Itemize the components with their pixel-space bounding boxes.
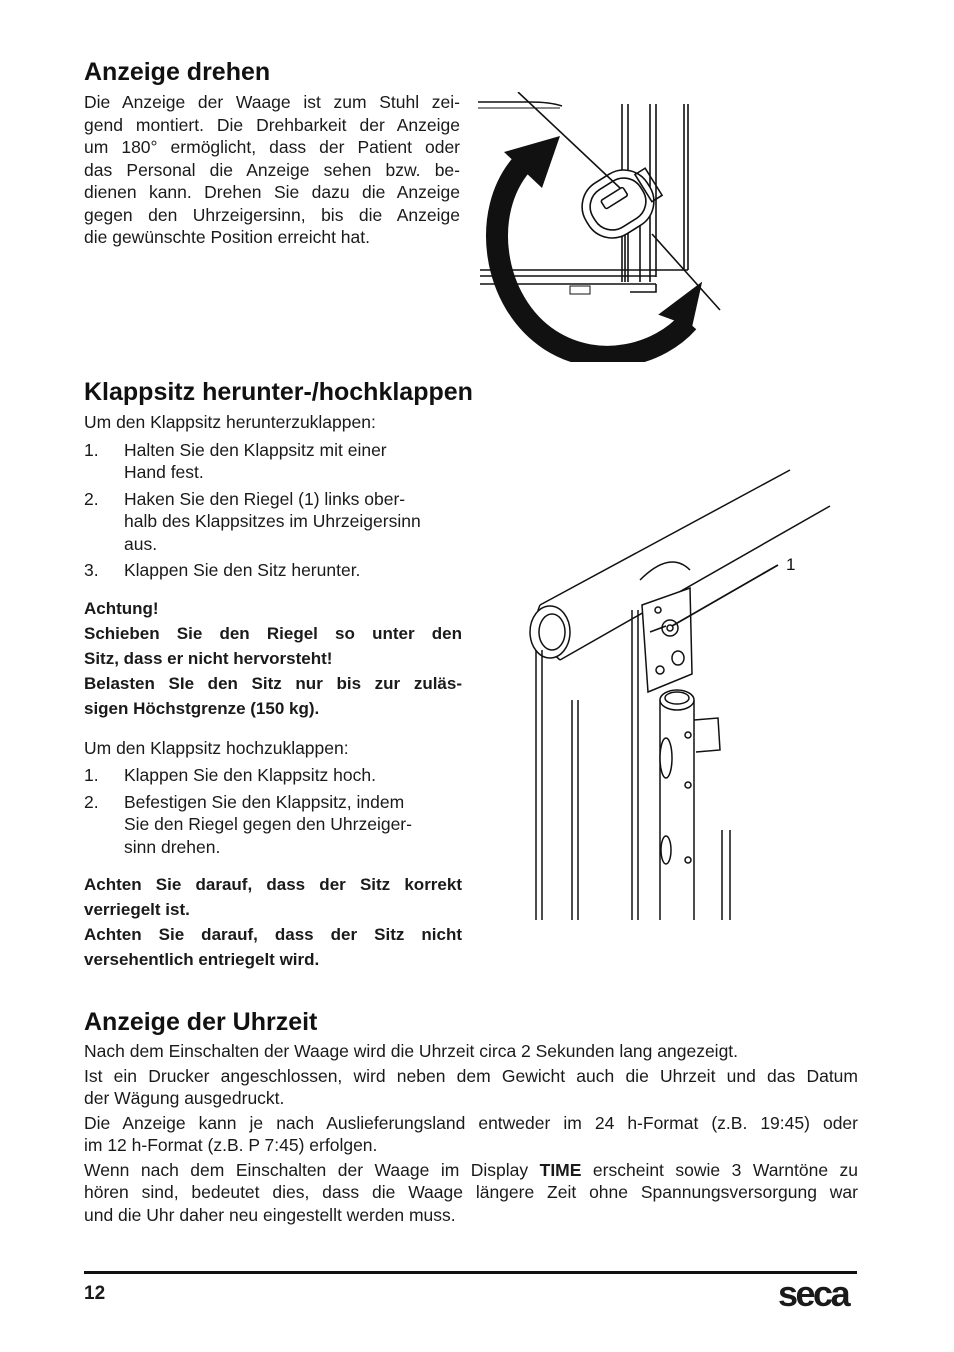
list-item <box>84 488 464 556</box>
seca-logo: seca <box>778 1273 849 1314</box>
step-line: Sie den Riegel gegen den Uhrzeiger- <box>124 814 412 834</box>
paragraph: Nach dem Einschalten der Waage wird die Uhrzeit circa 2 Sekunden lang angezeigt. <box>84 1041 739 1061</box>
callout-label-1: 1 <box>786 555 796 574</box>
step-line: aus. <box>124 533 158 554</box>
text-line: gend montiert. Die Drehbarkeit der Anzeige <box>84 114 460 135</box>
paragraph-line: Die Anzeige kann je nach Auslieferungsland entweder im 24 h-Format (z.B. 19:45) oder <box>84 1112 858 1133</box>
paragraph-line: der Wägung ausgedruckt. <box>84 1088 285 1108</box>
step-line: Klappen Sie den Sitz herunter. <box>124 560 361 580</box>
step-number: 2. <box>84 488 99 509</box>
note-line: Achten Sie darauf, dass der Sitz nicht <box>84 925 462 944</box>
text-fragment: Wenn nach dem Einschalten der Waage im Display <box>84 1159 540 1180</box>
paragraph-line: im 12 h-Format (z.B. P 7:45) erfolgen. <box>84 1135 378 1155</box>
down-steps-list <box>84 439 464 582</box>
note-block <box>84 872 462 972</box>
step-number: 3. <box>84 560 99 580</box>
list-item <box>84 791 464 859</box>
note-line: verriegelt ist. <box>84 900 190 919</box>
section-title-uhrzeit: Anzeige der Uhrzeit <box>84 1008 318 1036</box>
list-item <box>84 439 464 484</box>
text-line: dienen kann. Drehen Sie dazu die Anzeige <box>84 182 460 202</box>
step-line: Hand fest. <box>124 462 204 482</box>
paragraph-line: und die Uhr daher neu eingestellt werden muss. <box>84 1204 456 1225</box>
warning-line: Achtung! <box>84 598 159 618</box>
up-intro: Um den Klappsitz hochzuklappen: <box>84 737 349 758</box>
folding-seat-illustration <box>520 460 840 925</box>
step-line: Haken Sie den Riegel (1) links ober- <box>124 488 406 509</box>
paragraph-line: hören sind, bedeutet dies, dass die Waage längere Zeit ohne Spannungsversorgung war <box>84 1182 858 1202</box>
step-line: Befestigen Sie den Klappsitz, indem <box>124 791 405 812</box>
up-steps-list <box>84 764 464 858</box>
warning-line: Sitz, dass er nicht hervorsteht! <box>84 648 333 668</box>
step-line: sinn drehen. <box>124 836 221 857</box>
text-line: um 180° ermöglicht, dass der Patient oder <box>84 137 460 157</box>
display-keyword-time: TIME <box>539 1159 582 1180</box>
text-line: die gewünschte Position erreicht hat. <box>84 227 370 247</box>
step-line: Klappen Sie den Klappsitz hoch. <box>124 765 376 785</box>
section2-body <box>84 411 464 972</box>
text-line: Die Anzeige der Waage ist zum Stuhl zei- <box>84 92 460 112</box>
text-fragment: erscheint sowie 3 Warntöne zu <box>581 1159 859 1180</box>
step-line: Halten Sie den Klappsitz mit einer <box>124 439 387 460</box>
step-number: 1. <box>84 439 99 460</box>
page-number: 12 <box>84 1283 106 1304</box>
step-number: 2. <box>84 791 99 812</box>
section1-body <box>84 91 460 249</box>
section-title-klappsitz: Klappsitz herunter-/hochklappen <box>84 378 473 406</box>
paragraph-line <box>84 1159 858 1182</box>
down-intro: Um den Klappsitz herunterzuklappen: <box>84 412 376 432</box>
warning-line: sigen Höchstgrenze (150 kg). <box>84 698 320 718</box>
note-line: Achten Sie darauf, dass der Sitz korrekt <box>84 875 462 894</box>
text-line: das Personal die Anzeige sehen bzw. be- <box>84 159 460 180</box>
warning-line: Belasten SIe den Sitz nur bis zur zuläs- <box>84 673 462 693</box>
note-line: versehentlich entriegelt wird. <box>84 950 320 969</box>
text-line: gegen den Uhrzeigersinn, bis die Anzeige <box>84 204 460 225</box>
list-item <box>84 764 464 787</box>
footer-divider <box>84 1271 857 1274</box>
section-title-anzeige-drehen: Anzeige drehen <box>84 58 271 86</box>
warning-line: Schieben Sie den Riegel so unter den <box>84 623 462 643</box>
paragraph-line: Ist ein Drucker angeschlossen, wird neben dem Gewicht auch die Uhrzeit und das Datum <box>84 1065 858 1086</box>
display-rotation-illustration <box>470 92 730 362</box>
warning-block <box>84 596 462 721</box>
step-number: 1. <box>84 765 99 785</box>
list-item <box>84 559 464 582</box>
section3-body <box>84 1040 858 1226</box>
step-line: halb des Klappsitzes im Uhrzeigersinn <box>124 511 421 531</box>
